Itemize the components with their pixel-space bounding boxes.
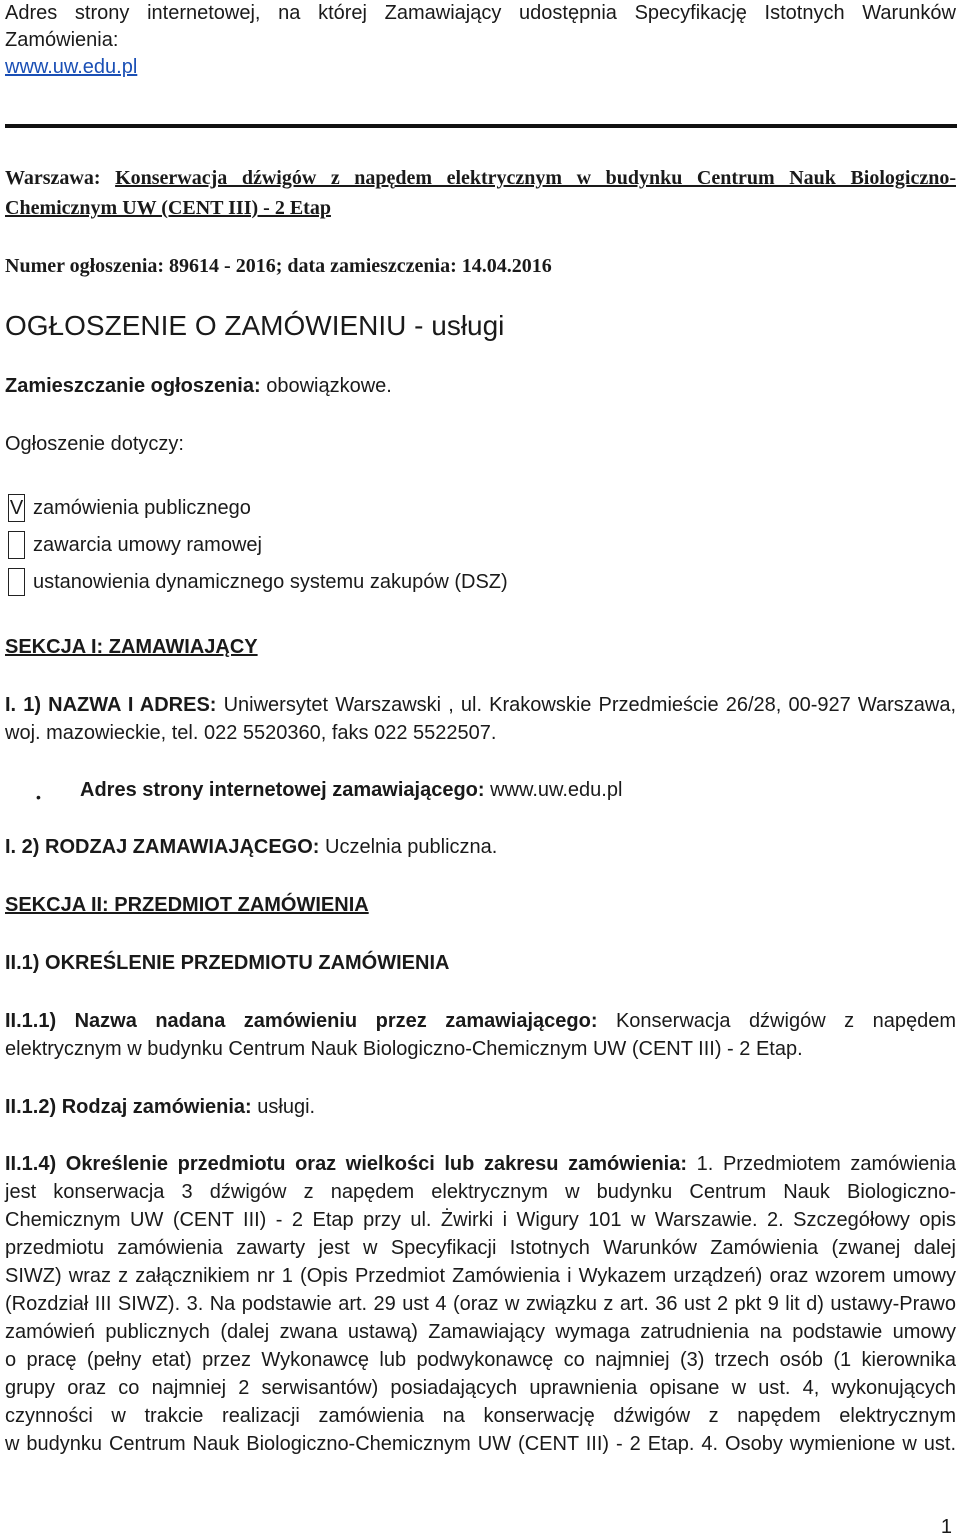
checkbox-label: zawarcia umowy ramowej xyxy=(33,533,262,556)
checkbox-public-order[interactable]: V xyxy=(8,494,25,522)
checkbox-row-framework xyxy=(8,530,262,560)
order-name-line1: II.1.1) Nazwa nadana zamówieniu przez zamawiającego: Konserwacja dźwigów z napędem xyxy=(5,1010,956,1032)
checkbox-label: ustanowienia dynamicznego systemu zakupów (DSZ) xyxy=(33,570,508,593)
notice-title-line1: Warszawa: Konserwacja dźwigów z napędem elektrycznym w budynku Centrum Nauk Biologiczno- xyxy=(5,167,956,189)
order-kind-line: II.1.2) Rodzaj zamówienia: usługi. xyxy=(5,1096,316,1118)
bullet-icon: • xyxy=(36,789,41,805)
scope-line-7: zamówień publicznych (dalej zwana ustawą) Zamawiający wymaga zatrudnienia na podstawie umowy xyxy=(5,1321,956,1343)
scope-line-10: czynności w trakcie realizacji zamówienia na konserwację dźwigów z napędem elektrycznym xyxy=(5,1405,956,1427)
order-name-line2: elektrycznym w budynku Centrum Nauk Biologiczno-Chemicznym UW (CENT III) - 2 Etap. xyxy=(5,1038,803,1060)
scope-line-6: (Rozdział III SIWZ). 3. Na podstawie art. 29 ust 4 (oraz w związku z art. 36 ust 2 pkt 9 lit d) ustawy-Prawo xyxy=(5,1293,956,1315)
orderer-name-line1: I. 1) NAZWA I ADRES: Uniwersytet Warszawski , ul. Krakowskie Przedmieście 26/28, 00-927 Warszawa, xyxy=(5,694,957,716)
notice-title-link-cont[interactable]: Chemicznym UW (CENT III) - 2 Etap xyxy=(5,197,331,219)
notice-title-link[interactable]: Konserwacja dźwigów z napędem elektrycznym w budynku Centrum Nauk Biologiczno- xyxy=(115,167,956,189)
placement-line: Zamieszczanie ogłoszenia: obowiązkowe. xyxy=(5,375,392,397)
notice-heading: OGŁOSZENIE O ZAMÓWIENIU - usługi xyxy=(5,310,505,341)
scope-line-8: o pracę (pełny etat) przez Wykonawcę lub podwykonawcę co najmniej (3) trzech osób (1 kierownika xyxy=(5,1349,956,1371)
notice-number: Numer ogłoszenia: 89614 - 2016; data zamieszczenia: 14.04.2016 xyxy=(5,255,552,277)
scope-line-5: SIWZ) wraz z załącznikiem nr 1 (Opis Przedmiot Zamówienia i Wykazem urządzeń) oraz wzorem umowy xyxy=(5,1265,956,1287)
horizontal-divider xyxy=(5,124,957,128)
scope-line-2: jest konserwacja 3 dźwigów z napędem elektrycznym w budynku Centrum Nauk Biologiczno- xyxy=(5,1181,956,1203)
section1-heading: SEKCJA I: ZAMAWIAJĄCY xyxy=(5,636,258,658)
scope-line-3: Chemicznym UW (CENT III) - 2 Etap przy ul. Żwirki i Wigury 101 w Warszawie. 2. Szczegółowy opis xyxy=(5,1209,956,1231)
siwz-address-line1: Adres strony internetowej, na której Zamawiający udostępnia Specyfikację Istotnych Warunków xyxy=(5,2,956,24)
orderer-type-line: I. 2) RODZAJ ZAMAWIAJĄCEGO: Uczelnia publiczna. xyxy=(5,836,498,858)
section2-heading: SEKCJA II: PRZEDMIOT ZAMÓWIENIA xyxy=(5,894,369,916)
concerns-label: Ogłoszenie dotyczy: xyxy=(5,433,184,455)
checkbox-dynamic-system[interactable] xyxy=(8,568,25,596)
page-number: 1 xyxy=(940,1516,952,1538)
checkbox-label: zamówienia publicznego xyxy=(33,496,251,519)
checkbox-framework-agreement[interactable] xyxy=(8,531,25,559)
scope-line-1: II.1.4) Określenie przedmiotu oraz wielkości lub zakresu zamówienia: 1. Przedmiotem zamówienia xyxy=(5,1153,956,1175)
section2-subheading: II.1) OKREŚLENIE PRZEDMIOTU ZAMÓWIENIA xyxy=(5,952,450,974)
checkbox-row-dsz xyxy=(8,567,508,597)
scope-line-9: grupy oraz co najmniej 2 serwisantów) posiadających uprawnienia opisane w ust. 4, wykonujących xyxy=(5,1377,956,1399)
orderer-website-line: Adres strony internetowej zamawiającego: www.uw.edu.pl xyxy=(80,779,623,801)
orderer-name-line2: woj. mazowieckie, tel. 022 5520360, faks 022 5522507. xyxy=(5,722,497,744)
siwz-website xyxy=(5,54,956,81)
checkbox-row-public-order xyxy=(8,493,251,523)
siwz-address-line2: Zamówienia: xyxy=(5,29,119,51)
scope-line-4: przedmiotu zamówienia zawarty jest w Specyfikacji Istotnych Warunków Zamówienia (zwanej dalej xyxy=(5,1237,956,1259)
scope-line-11: w budynku Centrum Nauk Biologiczno-Chemicznym UW (CENT III) - 2 Etap. 4. Osoby wymienione w ust. xyxy=(5,1433,956,1455)
notice-title-line2 xyxy=(5,193,956,223)
website-link[interactable]: www.uw.edu.pl xyxy=(5,56,138,78)
